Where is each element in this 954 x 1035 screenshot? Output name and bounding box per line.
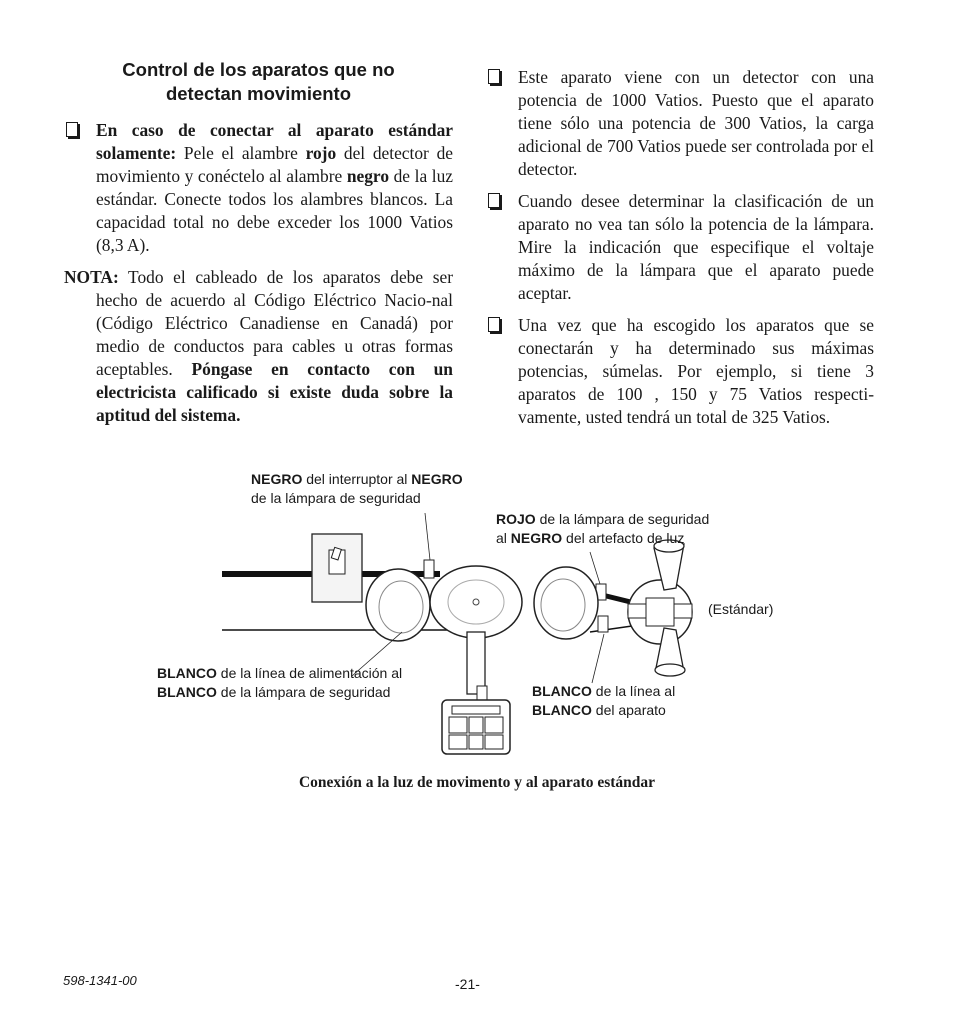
white-wire-right [590, 626, 632, 632]
leader-line [425, 513, 430, 560]
nota-paragraph: NOTA: Todo el cableado de los aparatos debe ser hecho de acuerdo al Código Eléctrico Nacio-nal (Código Eléctrico Canadiense en Canadá) por medio de conductos para cables u otras formas aceptables. Póngase en contacto con un electricista calificado si existe duda sobre la aptitud del sistema. [64, 267, 453, 425]
wire-nut [424, 560, 434, 578]
bullet-detector-capacity: Este aparato viene con un detector con una potencia de 1000 Vatios. Puesto que el aparato tiene sólo una potencia de 300 Vatios, la carga adicional de 700 Vatios puede ser controlada por el detector. [486, 66, 874, 181]
bullet-standard-connection: En caso de conectar al aparato estándar solamente: Pele el alambre rojo del detector de movimiento y conéctelo al alambre negro de la luz estándar. Conecte todos los alambres blancos. La capacidad total no debe exceder los 1000 Vatios (8,3 A). [64, 119, 453, 257]
wire-nut [598, 616, 608, 632]
bullet-sum-wattage: Una vez que ha escogido los aparatos que se conectarán y ha determinado sus máximas potencias, súmelas. Por ejemplo, si tiene 3 aparatos de 100 , 150 y 75 Vatios respecti-vamente, usted tendrá un total de 325 Vatios. [486, 314, 874, 429]
diagram-caption: Conexión a la luz de movimento y al aparato estándar [298, 774, 656, 791]
document-number: 598-1341-00 [63, 973, 137, 988]
label-negro-switch: NEGRO del interruptor al NEGRO de la lámpara de seguridad [251, 471, 463, 506]
standard-fixture [628, 540, 692, 676]
motion-sensor [442, 700, 510, 754]
label-rojo: ROJO de la lámpara de seguridad al NEGRO del artefacto de luz [496, 511, 710, 546]
leader-line [590, 552, 600, 584]
label-blanco-fixture: BLANCO de la línea al BLANCO del aparato [532, 683, 676, 718]
leader-line [592, 634, 604, 683]
wall-switch [312, 534, 362, 602]
page-number: -21- [455, 976, 480, 992]
section-heading: Control de los aparatos que no detectan movimiento [122, 59, 395, 104]
bullet-fixture-rating: Cuando desee determinar la clasificación de un aparato no vea tan sólo la potencia de la lámpara. Mire la indicación que especifique el voltaje máximo de la lámpara que el aparato puede aceptar. [486, 190, 874, 305]
label-blanco-power-line: BLANCO de la línea de alimentación al BLANCO de la lámpara de seguridad [157, 665, 403, 700]
label-estandar: (Estándar) [708, 601, 774, 617]
